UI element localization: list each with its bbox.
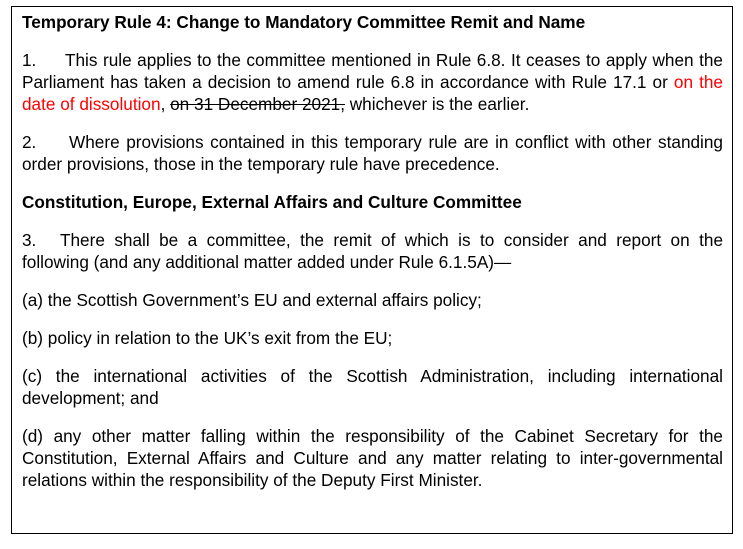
deleted-text: on 31 December 2021,	[170, 94, 345, 114]
paragraph-1-number: 1.	[22, 50, 37, 70]
paragraph-1-comma: ,	[160, 94, 171, 114]
paragraph-3	[22, 229, 723, 273]
committee-heading: Constitution, Europe, External Affairs and Culture Committee	[22, 192, 522, 212]
inserted-text: on the date of dissolution	[22, 72, 723, 114]
remit-item-c: (c) the international activities of the Scottish Administration, including international development; and	[22, 366, 723, 408]
remit-item-a: (a) the Scottish Government’s EU and external affairs policy;	[22, 290, 482, 310]
paragraph-1-text: This rule applies to the committee mentioned in Rule 6.8. It ceases to apply when the Parliament has taken a decision to amend rule 6.8 in accordance with Rule 17.1 or	[22, 50, 723, 92]
remit-item-d: (d) any other matter falling within the responsibility of the Cabinet Secretary for the Constitution, External Affairs and Culture and any matter relating to inter-governmental relations within the responsibility of the Deputy First Minister.	[22, 426, 723, 490]
paragraph-1-tail: whichever is the earlier.	[344, 94, 530, 114]
paragraph-3-text: There shall be a committee, the remit of which is to consider and report on the following (and any additional matter added under Rule 6.1.5A)—	[22, 230, 723, 272]
rule-heading: Temporary Rule 4: Change to Mandatory Committee Remit and Name	[22, 12, 586, 32]
document-box	[11, 6, 733, 534]
paragraph-3-number: 3.	[22, 230, 37, 250]
remit-item-b: (b) policy in relation to the UK’s exit from the EU;	[22, 328, 393, 348]
paragraph-1	[22, 49, 723, 115]
paragraph-2	[22, 131, 723, 175]
paragraph-2-text: Where provisions contained in this temporary rule are in conflict with other standing order provisions, those in the temporary rule have precedence.	[22, 132, 723, 174]
paragraph-2-number: 2.	[22, 132, 37, 152]
